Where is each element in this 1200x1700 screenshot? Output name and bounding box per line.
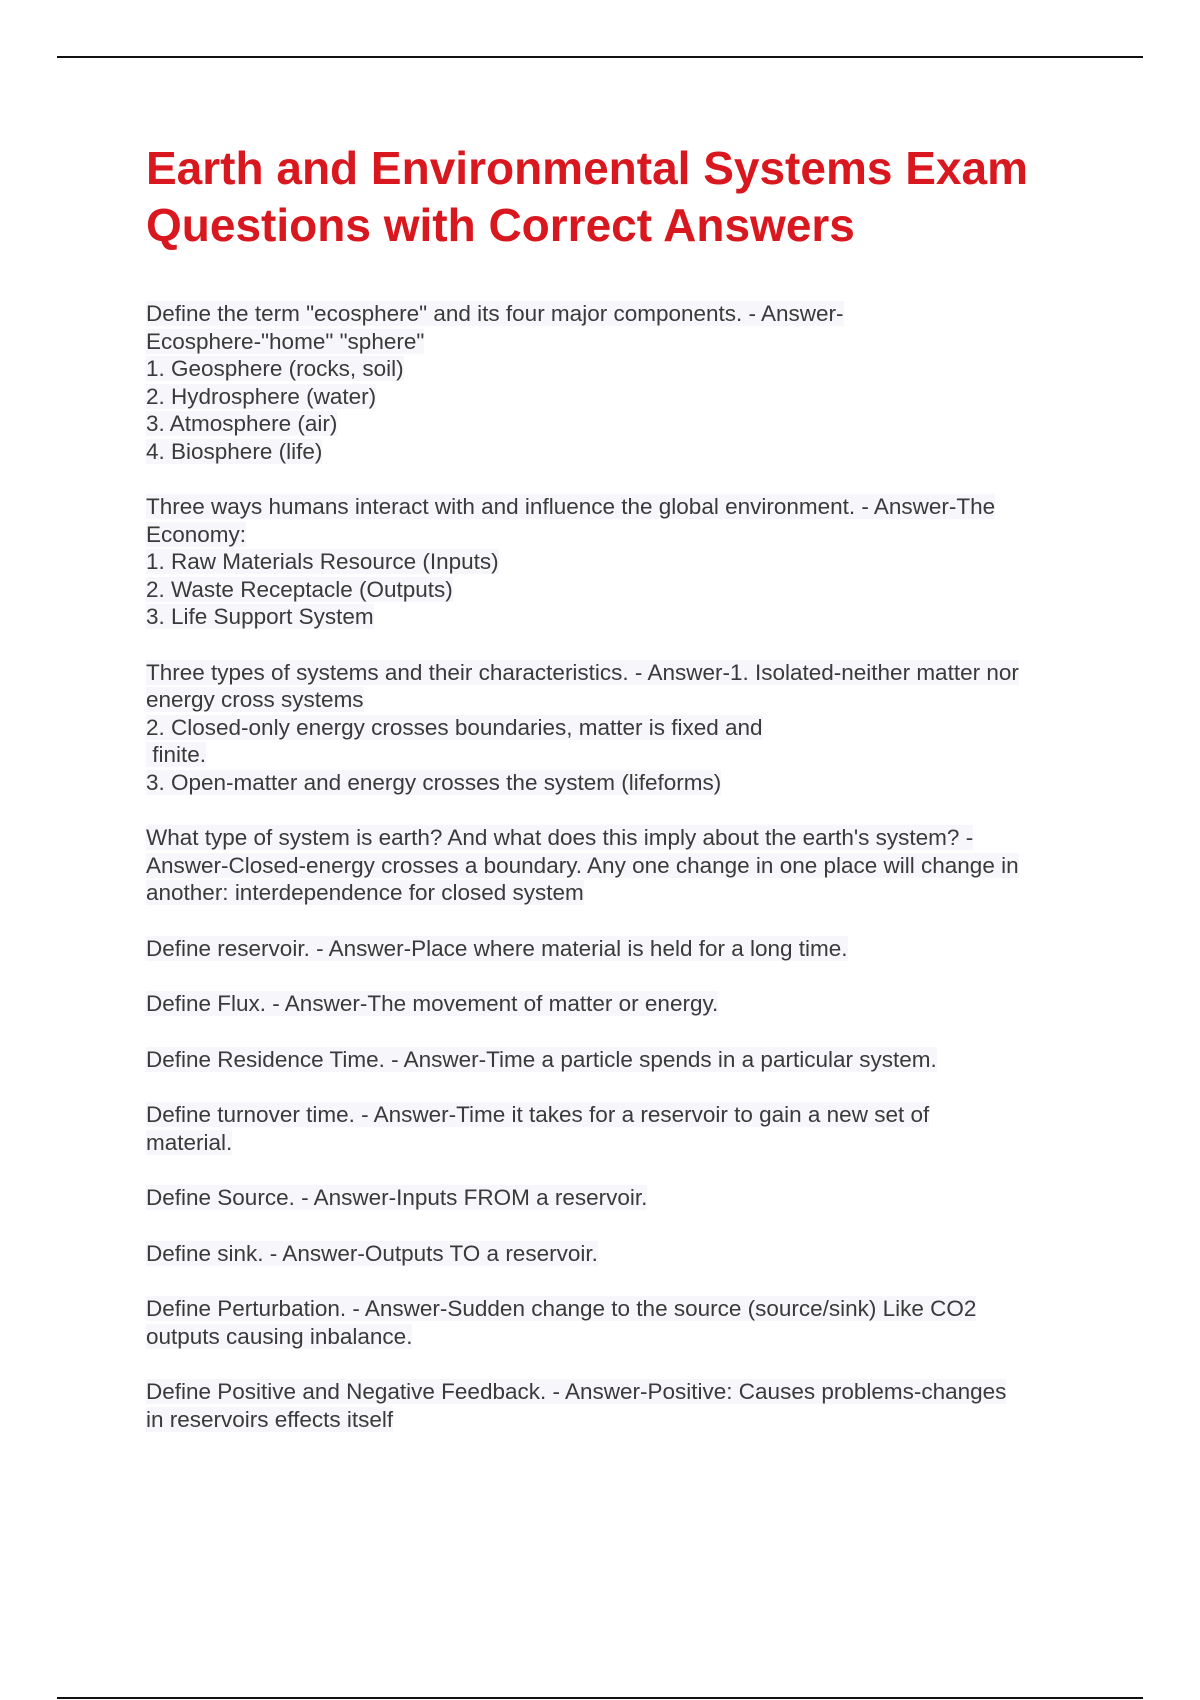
qa-item [146,1240,1096,1268]
qa-line [146,1046,1096,1074]
qa-line [146,355,1096,383]
qa-line [146,603,1096,631]
qa-line-text: What type of system is earth? And what does this imply about the earth's system? - [146,825,974,850]
title-line-1: Earth and Environmental Systems Exam [146,142,1028,194]
qa-line [146,300,1096,328]
qa-line [146,714,1096,742]
qa-line-text: 3. Atmosphere (air) [146,411,338,436]
qa-line [146,852,1096,880]
qa-line [146,741,1096,769]
qa-line-text: 3. Life Support System [146,604,374,629]
qa-line [146,493,1096,521]
qa-line-text: Define sink. - Answer-Outputs TO a reservoir. [146,1240,598,1266]
qa-item [146,824,1096,907]
qa-line [146,1101,1096,1129]
qa-line [146,1295,1096,1323]
qa-line [146,521,1096,549]
qa-item [146,1295,1096,1350]
qa-line-text: Define Source. - Answer-Inputs FROM a reservoir. [146,1185,648,1210]
qa-line [146,383,1096,411]
qa-line [146,410,1096,438]
qa-line-text: Ecosphere-"home" "sphere" [146,328,425,354]
document-title [146,140,1096,254]
qa-line [146,659,1096,687]
qa-line [146,769,1096,797]
qa-line [146,576,1096,604]
qa-line-text: 3. Open-matter and energy crosses the system (lifeforms) [146,769,722,795]
qa-list [146,300,1096,1433]
qa-line-text: 1. Raw Materials Resource (Inputs) [146,549,499,574]
bottom-rule [57,1697,1143,1699]
qa-line-text: 1. Geosphere (rocks, soil) [146,356,404,381]
qa-line-text: material. [146,1129,233,1155]
qa-line [146,548,1096,576]
qa-line [146,935,1096,963]
qa-item [146,1101,1096,1156]
qa-line [146,1184,1096,1212]
qa-item [146,990,1096,1018]
qa-line-text: 2. Closed-only energy crosses boundaries, matter is fixed and [146,714,763,740]
qa-line-text: Define Perturbation. - Answer-Sudden change to the source (source/sink) Like CO2 [146,1296,977,1321]
qa-line [146,990,1096,1018]
qa-line-text: Define Residence Time. - Answer-Time a particle spends in a particular system. [146,1046,937,1072]
qa-line-text: 2. Waste Receptacle (Outputs) [146,576,453,602]
qa-line-text: Economy: [146,521,247,547]
qa-line-text: 2. Hydrosphere (water) [146,383,377,409]
qa-item [146,300,1096,465]
qa-line [146,879,1096,907]
qa-line-text: Define reservoir. - Answer-Place where material is held for a long time. [146,935,848,961]
qa-line [146,438,1096,466]
qa-line [146,1323,1096,1351]
qa-line-text: energy cross systems [146,687,364,712]
qa-item [146,493,1096,631]
qa-line [146,1406,1096,1434]
qa-line-text: Three types of systems and their characteristics. - Answer-1. Isolated-neither matter nor [146,659,1019,685]
qa-line [146,1129,1096,1157]
qa-item [146,935,1096,963]
qa-line-text: Define the term "ecosphere" and its four major components. - Answer- [146,301,844,326]
qa-line [146,1378,1096,1406]
page-content [146,140,1096,1461]
qa-line [146,328,1096,356]
qa-line-text: Answer-Closed-energy crosses a boundary. Any one change in one place will change in [146,852,1019,878]
qa-line [146,686,1096,714]
qa-line-text: outputs causing inbalance. [146,1323,413,1349]
qa-line [146,824,1096,852]
qa-line-text: Define Positive and Negative Feedback. - Answer-Positive: Causes problems-changes [146,1379,1007,1404]
title-line-2: Questions with Correct Answers [146,199,855,251]
qa-item [146,659,1096,797]
qa-line-text: another: interdependence for closed system [146,880,584,905]
qa-line-text: Three ways humans interact with and influence the global environment. - Answer-The [146,494,996,519]
qa-item [146,1378,1096,1433]
top-rule [57,56,1143,58]
qa-line-text: in reservoirs effects itself [146,1406,394,1432]
qa-line-text: finite. [146,742,207,767]
qa-item [146,1184,1096,1212]
qa-item [146,1046,1096,1074]
qa-line-text: Define turnover time. - Answer-Time it takes for a reservoir to gain a new set of [146,1102,930,1127]
qa-line-text: 4. Biosphere (life) [146,438,323,464]
qa-line [146,1240,1096,1268]
qa-line-text: Define Flux. - Answer-The movement of matter or energy. [146,991,719,1016]
